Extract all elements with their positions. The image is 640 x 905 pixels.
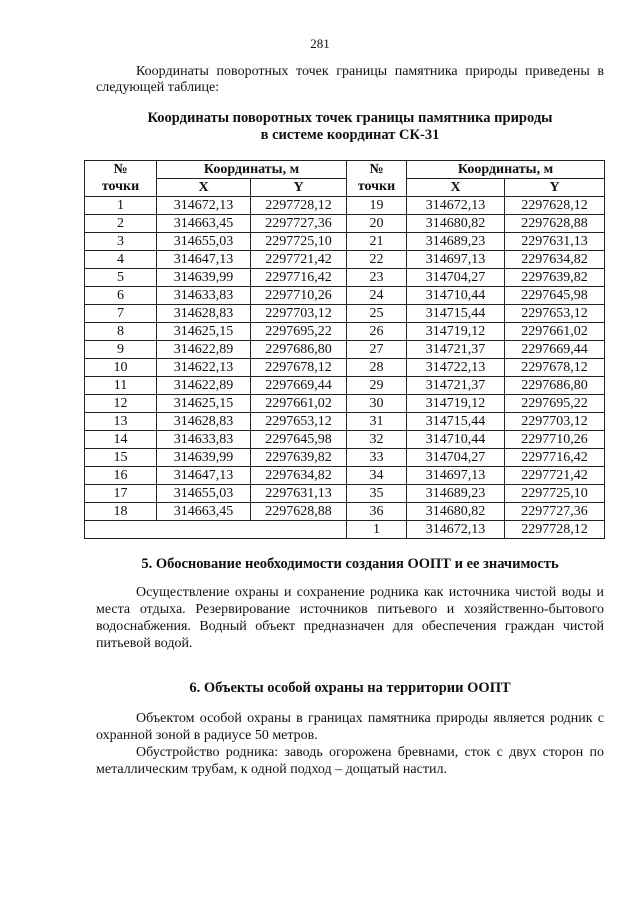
right-x-value: 314715,44 bbox=[407, 413, 505, 431]
right-point-number: 25 bbox=[347, 305, 407, 323]
right-point-number: 36 bbox=[347, 503, 407, 521]
right-y-value: 2297716,42 bbox=[505, 449, 605, 467]
left-point-number: 18 bbox=[85, 503, 157, 521]
left-y-value: 2297710,26 bbox=[251, 287, 347, 305]
right-point-number: 32 bbox=[347, 431, 407, 449]
right-point-number: 34 bbox=[347, 467, 407, 485]
left-point-number: 16 bbox=[85, 467, 157, 485]
table-row bbox=[85, 197, 605, 215]
left-point-number: 5 bbox=[85, 269, 157, 287]
table-row bbox=[85, 233, 605, 251]
left-x-value: 314625,15 bbox=[157, 323, 251, 341]
intro-paragraph: Координаты поворотных точек границы памятника природы приведены в следующей таблице: bbox=[96, 64, 604, 95]
section6-paragraph1: Объектом особой охраны в границах памятника природы является родник с охранной зоной в радиусе 50 метров. bbox=[96, 711, 604, 743]
section6-paragraph2: Обустройство родника: заводь огорожена бревнами, сток с двух сторон по металлическим трубам, к одной подход – дощатый настил. bbox=[96, 745, 604, 777]
header-x-right: X bbox=[407, 179, 505, 197]
header-point-number-right bbox=[347, 161, 407, 179]
left-x-value: 314663,45 bbox=[157, 215, 251, 233]
left-x-value: 314655,03 bbox=[157, 485, 251, 503]
right-y-value: 2297721,42 bbox=[505, 467, 605, 485]
left-y-value: 2297686,80 bbox=[251, 341, 347, 359]
right-y-value: 2297678,12 bbox=[505, 359, 605, 377]
left-x-value: 314647,13 bbox=[157, 251, 251, 269]
left-x-value: 314639,99 bbox=[157, 449, 251, 467]
right-y-value: 2297727,36 bbox=[505, 503, 605, 521]
page-number: 281 bbox=[310, 36, 330, 51]
right-x-value: 314704,27 bbox=[407, 269, 505, 287]
right-x-value: 314715,44 bbox=[407, 305, 505, 323]
right-y-value: 2297686,80 bbox=[505, 377, 605, 395]
left-x-value: 314639,99 bbox=[157, 269, 251, 287]
table-row bbox=[85, 359, 605, 377]
left-y-value: 2297678,12 bbox=[251, 359, 347, 377]
right-point-number: 20 bbox=[347, 215, 407, 233]
right-x-value: 314697,13 bbox=[407, 251, 505, 269]
table-row bbox=[85, 377, 605, 395]
right-x-value: 314672,13 bbox=[407, 197, 505, 215]
right-point-number: 23 bbox=[347, 269, 407, 287]
left-x-value: 314628,83 bbox=[157, 305, 251, 323]
table-row bbox=[85, 449, 605, 467]
header-y-right: Y bbox=[505, 179, 605, 197]
table-row bbox=[85, 395, 605, 413]
right-point-number: 29 bbox=[347, 377, 407, 395]
right-point-number: 35 bbox=[347, 485, 407, 503]
left-y-value: 2297634,82 bbox=[251, 467, 347, 485]
left-y-value: 2297728,12 bbox=[251, 197, 347, 215]
left-y-value: 2297721,42 bbox=[251, 251, 347, 269]
right-x-value: 314719,12 bbox=[407, 395, 505, 413]
left-y-value: 2297716,42 bbox=[251, 269, 347, 287]
section5-heading: 5. Обоснование необходимости создания ООПТ и ее значимость bbox=[141, 556, 559, 572]
right-x-value: 314689,23 bbox=[407, 485, 505, 503]
header-point-symbol: № bbox=[113, 161, 128, 177]
left-x-value: 314622,89 bbox=[157, 341, 251, 359]
right-x-value: 314680,82 bbox=[407, 215, 505, 233]
left-y-value: 2297661,02 bbox=[251, 395, 347, 413]
table-row bbox=[85, 431, 605, 449]
left-x-value: 314647,13 bbox=[157, 467, 251, 485]
right-y-value: 2297628,12 bbox=[505, 197, 605, 215]
right-x-value: 314722,13 bbox=[407, 359, 505, 377]
right-y-value: 2297634,82 bbox=[505, 251, 605, 269]
right-y-value: 2297645,98 bbox=[505, 287, 605, 305]
table-title-line1: Координаты поворотных точек границы памятника природы bbox=[147, 110, 553, 126]
left-y-value: 2297631,13 bbox=[251, 485, 347, 503]
header-point-number-left bbox=[85, 161, 157, 179]
right-point-number: 28 bbox=[347, 359, 407, 377]
left-point-number: 13 bbox=[85, 413, 157, 431]
right-y-value: 2297710,26 bbox=[505, 431, 605, 449]
right-point-number: 33 bbox=[347, 449, 407, 467]
left-point-number: 2 bbox=[85, 215, 157, 233]
table-row bbox=[85, 323, 605, 341]
table-row bbox=[85, 413, 605, 431]
left-point-number: 9 bbox=[85, 341, 157, 359]
left-y-value: 2297645,98 bbox=[251, 431, 347, 449]
right-x-value: 314697,13 bbox=[407, 467, 505, 485]
left-x-value: 314633,83 bbox=[157, 431, 251, 449]
table-row bbox=[85, 521, 605, 539]
left-x-value: 314655,03 bbox=[157, 233, 251, 251]
left-point-number: 11 bbox=[85, 377, 157, 395]
left-point-number: 15 bbox=[85, 449, 157, 467]
right-x-value: 314672,13 bbox=[407, 521, 505, 539]
right-y-value: 2297653,12 bbox=[505, 305, 605, 323]
left-x-value: 314628,83 bbox=[157, 413, 251, 431]
right-x-value: 314710,44 bbox=[407, 287, 505, 305]
left-point-number: 8 bbox=[85, 323, 157, 341]
right-point-number: 30 bbox=[347, 395, 407, 413]
right-x-value: 314689,23 bbox=[407, 233, 505, 251]
table-row bbox=[85, 287, 605, 305]
left-point-number: 3 bbox=[85, 233, 157, 251]
right-point-number: 19 bbox=[347, 197, 407, 215]
right-x-value: 314719,12 bbox=[407, 323, 505, 341]
left-point-number: 14 bbox=[85, 431, 157, 449]
right-y-value: 2297725,10 bbox=[505, 485, 605, 503]
left-point-number: 12 bbox=[85, 395, 157, 413]
left-y-value: 2297695,22 bbox=[251, 323, 347, 341]
left-x-value: 314663,45 bbox=[157, 503, 251, 521]
table-row bbox=[85, 485, 605, 503]
left-point-number: 4 bbox=[85, 251, 157, 269]
header-point-label-right: точки bbox=[347, 179, 407, 197]
right-y-value: 2297703,12 bbox=[505, 413, 605, 431]
left-x-value: 314622,89 bbox=[157, 377, 251, 395]
left-y-value: 2297703,12 bbox=[251, 305, 347, 323]
right-point-number: 27 bbox=[347, 341, 407, 359]
right-x-value: 314721,37 bbox=[407, 377, 505, 395]
right-y-value: 2297628,88 bbox=[505, 215, 605, 233]
table-row bbox=[85, 503, 605, 521]
header-x-left: X bbox=[157, 179, 251, 197]
header-point-symbol: № bbox=[369, 161, 384, 177]
right-y-value: 2297639,82 bbox=[505, 269, 605, 287]
right-point-number: 24 bbox=[347, 287, 407, 305]
table-title bbox=[100, 110, 600, 144]
left-y-value: 2297669,44 bbox=[251, 377, 347, 395]
left-x-value: 314672,13 bbox=[157, 197, 251, 215]
left-y-value: 2297639,82 bbox=[251, 449, 347, 467]
table-row bbox=[85, 305, 605, 323]
right-point-number: 31 bbox=[347, 413, 407, 431]
right-point-number: 1 bbox=[347, 521, 407, 539]
coordinates-table bbox=[84, 160, 605, 539]
right-point-number: 22 bbox=[347, 251, 407, 269]
right-y-value: 2297695,22 bbox=[505, 395, 605, 413]
right-x-value: 314704,27 bbox=[407, 449, 505, 467]
table-row bbox=[85, 341, 605, 359]
left-point-number: 10 bbox=[85, 359, 157, 377]
left-y-value: 2297628,88 bbox=[251, 503, 347, 521]
header-coords-left: Координаты, м bbox=[157, 161, 347, 179]
left-x-value: 314622,13 bbox=[157, 359, 251, 377]
left-x-value: 314633,83 bbox=[157, 287, 251, 305]
left-point-number: 17 bbox=[85, 485, 157, 503]
left-point-number: 1 bbox=[85, 197, 157, 215]
table-row bbox=[85, 269, 605, 287]
left-y-value: 2297653,12 bbox=[251, 413, 347, 431]
table-row bbox=[85, 251, 605, 269]
right-point-number: 26 bbox=[347, 323, 407, 341]
table-title-line2: в системе координат СК-31 bbox=[260, 127, 440, 143]
empty-cell bbox=[85, 521, 347, 539]
left-point-number: 7 bbox=[85, 305, 157, 323]
right-y-value: 2297669,44 bbox=[505, 341, 605, 359]
right-point-number: 21 bbox=[347, 233, 407, 251]
right-x-value: 314710,44 bbox=[407, 431, 505, 449]
left-y-value: 2297725,10 bbox=[251, 233, 347, 251]
right-y-value: 2297728,12 bbox=[505, 521, 605, 539]
header-point-label-left: точки bbox=[85, 179, 157, 197]
left-point-number: 6 bbox=[85, 287, 157, 305]
section6-heading: 6. Объекты особой охраны на территории ООПТ bbox=[189, 680, 511, 696]
header-coords-right: Координаты, м bbox=[407, 161, 605, 179]
table-row bbox=[85, 215, 605, 233]
right-y-value: 2297631,13 bbox=[505, 233, 605, 251]
right-x-value: 314680,82 bbox=[407, 503, 505, 521]
table-row bbox=[85, 467, 605, 485]
left-y-value: 2297727,36 bbox=[251, 215, 347, 233]
section5-paragraph: Осуществление охраны и сохранение родника как источника чистой воды и места отдыха. Резервирование источников питьевого и хозяйственно-бытового водоснабжения. Водный объект предназначен для обеспечения граждан чистой питьевой водой. bbox=[96, 585, 604, 651]
header-y-left: Y bbox=[251, 179, 347, 197]
right-x-value: 314721,37 bbox=[407, 341, 505, 359]
left-x-value: 314625,15 bbox=[157, 395, 251, 413]
right-y-value: 2297661,02 bbox=[505, 323, 605, 341]
